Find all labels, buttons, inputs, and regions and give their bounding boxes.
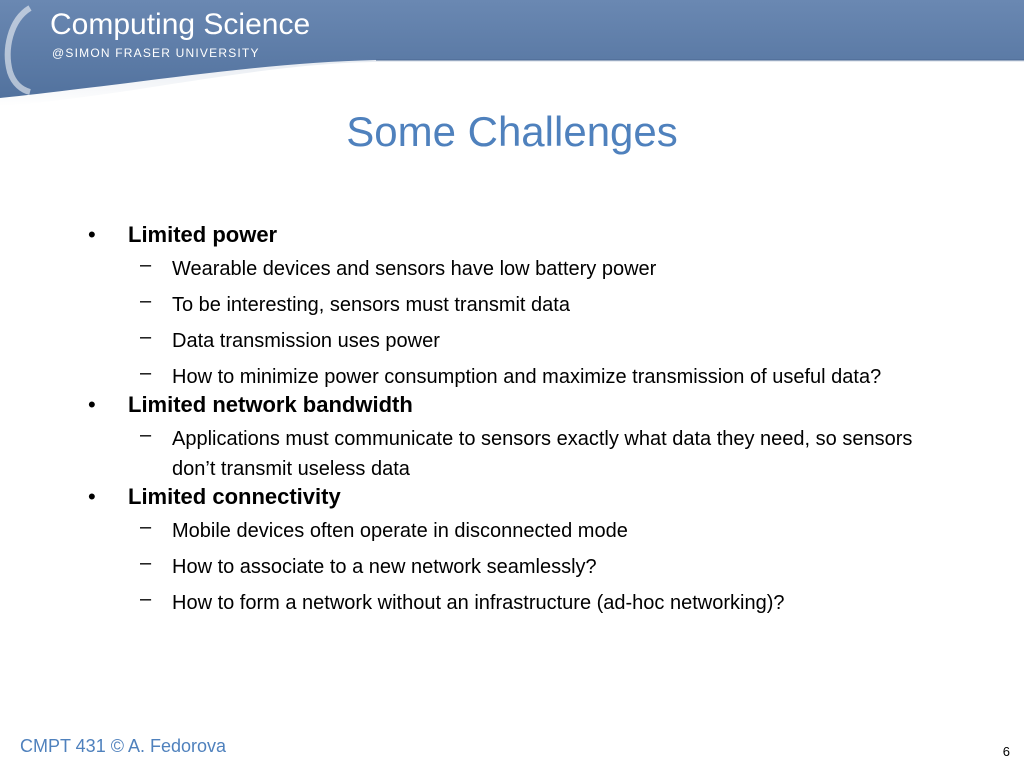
logo-title: Computing Science <box>50 8 311 41</box>
sub-item <box>140 516 948 546</box>
bullet-list <box>88 222 948 618</box>
sub-list <box>140 254 948 392</box>
sub-text: How to associate to a new network seamlessly? <box>172 556 597 578</box>
dash-icon: – <box>140 290 152 312</box>
bullet-group <box>88 222 948 392</box>
sub-item <box>140 552 948 582</box>
sub-text: Wearable devices and sensors have low battery power <box>172 258 657 280</box>
dash-icon: – <box>140 424 152 446</box>
sub-text: To be interesting, sensors must transmit data <box>172 294 570 316</box>
dash-icon: – <box>140 588 152 610</box>
slide-title: Some Challenges <box>346 108 678 155</box>
bullet-dot-icon: • <box>88 392 96 417</box>
bullet-text: Limited power <box>128 222 278 247</box>
sub-item <box>140 588 948 618</box>
bullet-group <box>88 392 948 484</box>
sub-item <box>140 254 948 284</box>
footer-course-label: CMPT 431 © A. Fedorova <box>20 736 227 756</box>
bullet-item <box>88 222 948 248</box>
sub-text: How to minimize power consumption and maximize transmission of useful data? <box>172 366 882 388</box>
header-band <box>0 0 1024 110</box>
bullet-dot-icon: • <box>88 484 96 509</box>
bullet-item <box>88 392 948 418</box>
bullet-text: Limited connectivity <box>128 484 341 509</box>
sub-text: Mobile devices often operate in disconnected mode <box>172 520 628 542</box>
sub-text: Data transmission uses power <box>172 330 440 352</box>
dash-icon: – <box>140 516 152 538</box>
logo-subtitle: @SIMON FRASER UNIVERSITY <box>52 46 260 60</box>
page-number: 6 <box>1002 744 1010 759</box>
bullet-text: Limited network bandwidth <box>128 392 413 417</box>
bullet-item <box>88 484 948 510</box>
dash-icon: – <box>140 326 152 348</box>
sub-item <box>140 362 948 392</box>
sub-list <box>140 516 948 618</box>
bullet-group <box>88 484 948 618</box>
sub-list <box>140 424 948 484</box>
sub-item <box>140 424 948 484</box>
dash-icon: – <box>140 362 152 384</box>
bullet-dot-icon: • <box>88 222 96 247</box>
sub-text: Applications must communicate to sensors exactly what data they need, so sensors don’t transmit useless data <box>172 428 913 480</box>
dash-icon: – <box>140 254 152 276</box>
sub-text: How to form a network without an infrastructure (ad-hoc networking)? <box>172 592 785 614</box>
sub-item <box>140 326 948 356</box>
sub-item <box>140 290 948 320</box>
dash-icon: – <box>140 552 152 574</box>
